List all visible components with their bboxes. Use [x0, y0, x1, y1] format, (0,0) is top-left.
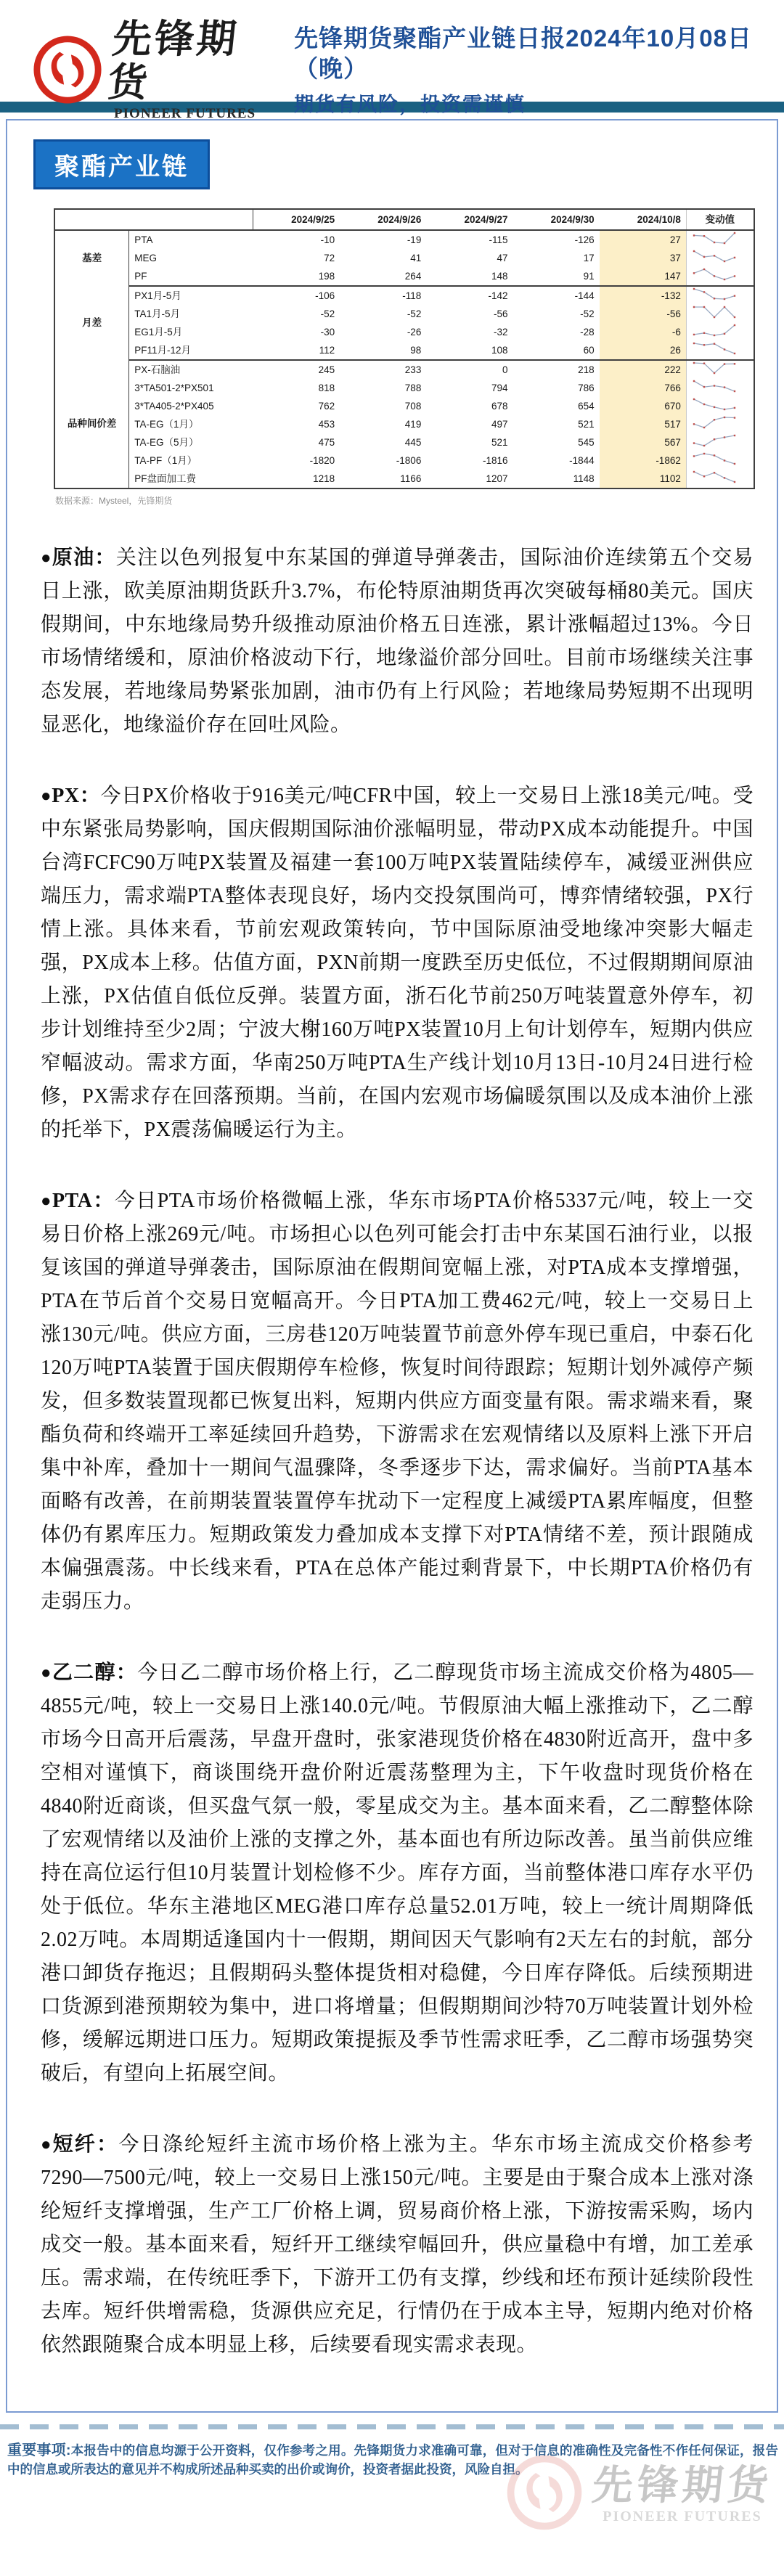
value-cell: 264: [340, 267, 426, 286]
value-cell: 0: [502, 364, 508, 375]
table-header-date: 2024/9/27: [426, 209, 513, 230]
table-row: [54, 323, 754, 341]
watermark-logo-icon: [505, 2453, 584, 2535]
value-cell: 98: [340, 341, 426, 360]
value-cell: -56: [493, 308, 508, 319]
table-row: [54, 433, 754, 451]
section-pta: [41, 1185, 754, 1619]
item-label-cell: MEG: [134, 252, 158, 263]
value-cell: 567: [600, 433, 687, 451]
value-cell: -30: [320, 326, 335, 338]
table-row: [54, 470, 754, 488]
item-label-cell: 3*TA501-2*PX501: [134, 382, 214, 393]
value-cell: 37: [600, 249, 687, 267]
value-cell: -26: [407, 326, 422, 338]
value-cell: -1820: [309, 454, 335, 466]
value-cell: -28: [580, 326, 595, 338]
section-bullet: ●: [41, 549, 52, 568]
trend-sparkline: [692, 379, 737, 393]
item-label-cell: TA-EG（5月）: [134, 436, 199, 448]
value-cell: 1207: [426, 470, 513, 488]
pioneer-logo: [32, 17, 259, 122]
sparkline-cell: [686, 249, 754, 267]
value-cell: -1806: [396, 454, 422, 466]
value-cell: 72: [324, 252, 335, 263]
section-crude-oil: [41, 541, 754, 742]
item-label-cell: PF11月-12月: [129, 341, 253, 360]
value-cell: 112: [253, 341, 340, 360]
value-cell: -52: [580, 308, 595, 319]
table-row: [54, 267, 754, 286]
sparkline-cell: [686, 415, 754, 433]
trend-sparkline: [692, 433, 737, 448]
trend-sparkline: [692, 451, 737, 466]
value-cell: 670: [600, 397, 687, 415]
value-cell: 766: [600, 379, 687, 397]
value-cell: 1102: [600, 470, 687, 488]
table-header-change: 变动值: [686, 209, 754, 230]
trend-sparkline: [692, 323, 737, 338]
report-body-box: [6, 119, 778, 2413]
title-block: [294, 17, 784, 117]
value-cell: 794: [491, 382, 508, 393]
price-table: [54, 208, 755, 489]
value-cell: -118: [402, 290, 422, 301]
value-cell: 497: [491, 418, 508, 430]
price-table-wrap: [54, 208, 755, 507]
logo-cn-text: 先锋期货: [105, 17, 242, 105]
value-cell: 147: [600, 267, 687, 286]
value-cell: 17: [583, 252, 595, 263]
value-cell: 91: [513, 267, 600, 286]
section-text: 今日乙二醇市场价格上行，乙二醇现货市场主流成交价格为4805—4855元/吨，较上一交易日上涨140.0元/吨。节假原油大幅上涨推动下，乙二醇市场今日高开后震荡，早盘开盘时，张家港现货价格在4830附近高开，盘中多空相对谨慎下，商谈围绕开盘价附近震荡整理为主，下午收盘时现货价格在4840附近商谈，但买盘气氛一般，零星成交为主。基本面来看，乙二醇整体除了宏观情绪以及油价上涨的支撑之外，基本面也有所边际改善。虽当前供应维持在高位运行但10月装置计划检修不少。库存方面，当前整体港口库存水平仍处于低位。华东主港地区MEG港口库存总量52.01万吨，较上一统计周期降低2.02万吨。本周期适逢国内十一假期，期间因天气影响有2天左右的封航，部分港口卸货存拖迟；且假期码头整体提货相对稳健，今日库存降低。后续预期进口货源到港预期较为集中，进口将增量；但假期期间沙特70万吨装置计划外检修，缓解远期进口压力。短期政策提振及季节性需求旺季，乙二醇市场强势突破后，有望向上拓展空间。: [41, 1661, 754, 2085]
value-cell: -1862: [600, 451, 687, 470]
sparkline-cell: [686, 433, 754, 451]
value-cell: 41: [410, 252, 422, 263]
table-header-date: 2024/9/25: [253, 209, 340, 230]
value-cell: 445: [404, 436, 422, 448]
value-cell: 818: [318, 382, 335, 393]
section-label: 短纤：: [52, 2133, 119, 2156]
table-row: [54, 451, 754, 470]
item-label-cell: PX-石脑油: [134, 364, 181, 375]
table-row: [54, 286, 754, 305]
value-cell: -52: [320, 308, 335, 319]
value-cell: 678: [491, 400, 508, 412]
value-cell: 1218: [253, 470, 340, 488]
value-cell: -126: [574, 234, 595, 245]
section-bullet: ●: [41, 1192, 52, 1211]
value-cell: 218: [578, 364, 595, 375]
table-row: [54, 249, 754, 267]
section-px: [41, 780, 754, 1147]
value-cell: 60: [513, 341, 600, 360]
value-cell: 47: [497, 252, 508, 263]
section-text: 今日PTA市场价格微幅上涨，华东市场PTA价格5337元/吨，较上一交易日价格上涨269元/吨。市场担心以色列可能会打击中东某国石油行业，以报复该国的弹道导弹袭击，国际原油在假期间宽幅上涨，对PTA成本支撑增强，PTA在节后首个交易日宽幅高开。今日PTA加工费462元/吨，较上一交易日上涨130元/吨。供应方面，三房巷120万吨装置节前意外停车现已重启，中泰石化120万吨PTA装置于国庆假期停车检修，恢复时间待跟踪；短期计划外减停产频发，但多数装置现都已恢复出料，短期内供应方面变量有限。需求端来看，聚酯负荷和终端开工率延续回升趋势，下游需求在宏观情绪以及原料上涨下开启集中补库，叠加十一期间气温骤降，冬季逐步下达，需求偏好。当前PTA基本面略有改善，在前期装置装置停车扰动下一定程度上减缓PTA累库幅度，但整体仍有累库压力。短期政策发力叠加成本支撑下对PTA情绪不差，预计跟随成本偏强震荡。中长线来看，PTA在总体产能过剩背景下，中长期PTA价格仍有走弱压力。: [41, 1190, 754, 1613]
value-cell: -1844: [569, 454, 595, 466]
value-cell: 762: [318, 400, 335, 412]
section-label: 乙二醇：: [52, 1661, 138, 1684]
section-label: 原油：: [52, 547, 116, 569]
table-header-date-latest: 2024/10/8: [600, 209, 687, 230]
value-cell: -56: [600, 305, 687, 323]
table-corner-cell: [54, 209, 253, 230]
value-cell: 26: [600, 341, 687, 360]
trend-sparkline: [692, 231, 737, 245]
item-label-cell: TA-EG（1月）: [134, 418, 199, 430]
value-cell: 1166: [340, 470, 426, 488]
group-label-cell: 品种间价差: [54, 360, 129, 488]
table-row: [54, 341, 754, 360]
value-cell: 233: [404, 364, 422, 375]
value-cell: -32: [493, 326, 508, 338]
value-cell: 654: [578, 400, 595, 412]
section-bullet: ●: [41, 787, 52, 806]
value-cell: 708: [404, 400, 422, 412]
sparkline-cell: [686, 230, 754, 249]
value-cell: -19: [407, 234, 422, 245]
table-row: [54, 415, 754, 433]
trend-sparkline: [692, 341, 737, 356]
section-text: 今日涤纶短纤主流市场价格上涨为主。华东市场主流成交价格参考7290—7500元/吨，较上一交易日上涨150元/吨。主要是由于聚合成本上涨对涤纶短纤支撑增强，生产工厂价格上调，贸易商价格上涨，下游按需采购，场内成交一般。基本面来看，短纤开工继续窄幅回升，供应量稳中有增，加工差承压。需求端，在传统旺季下，下游开工仍有支撑，纱线和坯布预计延续阶段性去库。短纤供增需稳，货源供应充足，行情仍在于成本主导，短期内绝对价格依然跟随聚合成本明显上移，后续要看现实需求表现。: [41, 2133, 754, 2356]
value-cell: 521: [491, 436, 508, 448]
sparkline-cell: [686, 379, 754, 397]
value-cell: 419: [404, 418, 422, 430]
value-cell: 786: [578, 382, 595, 393]
table-row: [54, 379, 754, 397]
trend-sparkline: [692, 470, 737, 484]
value-cell: -6: [600, 323, 687, 341]
item-label-cell: PF盘面加工费: [129, 470, 253, 488]
value-cell: 108: [426, 341, 513, 360]
sparkline-cell: [686, 397, 754, 415]
disclaimer-label: 重要事项:: [7, 2442, 71, 2458]
value-cell: 148: [426, 267, 513, 286]
report-title: 先锋期货聚酯产业链日报2024年10月08日（晚）: [294, 25, 752, 82]
group-label-cell: 月差: [54, 286, 129, 360]
value-cell: -144: [574, 290, 595, 301]
section-meg: [41, 1656, 754, 2090]
trend-sparkline: [692, 267, 737, 282]
value-cell: 198: [253, 267, 340, 286]
value-cell: 1148: [513, 470, 600, 488]
watermark-en-text: PIONEER FUTURES: [603, 2508, 762, 2524]
section-staple-fiber: [41, 2128, 754, 2362]
table-header-date: 2024/9/26: [340, 209, 426, 230]
table-row: [54, 230, 754, 249]
section-bullet: ●: [41, 2135, 53, 2154]
value-cell: 545: [578, 436, 595, 448]
trend-sparkline: [692, 249, 737, 263]
item-label-cell: PTA: [134, 234, 153, 245]
value-cell: 521: [578, 418, 595, 430]
sparkline-cell: [686, 360, 754, 379]
logo-en-text: PIONEER FUTURES: [114, 106, 256, 121]
risk-warning: 期货有风险，投资需谨慎: [294, 94, 526, 115]
section-text: 今日PX价格收于916美元/吨CFR中国，较上一交易日上涨18美元/吨。受中东紧张局势影响，国庆假期国际油价涨幅明显，带动PX成本动能提升。中国台湾FCFC90万吨PX装置及福建一套100万吨PX装置陆续停车，减缓亚洲供应端压力，需求端PTA整体表现良好，场内交投氛围尚可，博弈情绪较强，PX行情上涨。具体来看，节前宏观政策转向，节中国际原油受地缘冲突影大幅走强，PX成本上移。估值方面，PXN前期一度跌至历史低位，不过假期期间原油上涨，PX估值自低位反弹。装置方面，浙石化节前250万吨装置意外停车，初步计划维持至少2周；宁波大榭160万吨PX装置10月上旬计划停车，短期内供应窄幅波动。需求方面，华南250万吨PTA生产线计划10月13日-10月24日进行检修，PX需求存在回落预期。当前，在国内宏观市场偏暖氛围以及成本油价上涨的托举下，PX震荡偏暖运行为主。: [41, 785, 754, 1141]
sparkline-cell: [686, 341, 754, 360]
table-row: [54, 397, 754, 415]
watermark-cn-text: 先锋期货: [589, 2463, 775, 2508]
value-cell: 475: [318, 436, 335, 448]
value-cell: 222: [600, 360, 687, 379]
value-cell: -132: [600, 286, 687, 305]
sparkline-cell: [686, 470, 754, 488]
table-header-date: 2024/9/30: [513, 209, 600, 230]
logo-text: [105, 17, 259, 122]
data-source-note: 数据来源：Mysteel，先锋期货: [55, 496, 173, 506]
value-cell: 245: [318, 364, 335, 375]
value-cell: -115: [489, 234, 508, 245]
value-cell: 788: [404, 382, 422, 393]
watermark-text: [589, 2463, 775, 2525]
item-label-cell: TA1月-5月: [134, 308, 181, 319]
sparkline-cell: [686, 323, 754, 341]
sparkline-cell: [686, 305, 754, 323]
disclaimer-text: 本报告中的信息均源于公开资料，仅作参考之用。先锋期货力求准确可靠，但对于信息的准确性及完备性不作任何保证，报告中的信息或所表达的意见并不构成所述品种买卖的出价或询价，投资者据此投资，风险自担。: [7, 2443, 778, 2477]
sparkline-cell: [686, 286, 754, 305]
item-label-cell: 3*TA405-2*PX405: [134, 400, 214, 412]
value-cell: -10: [320, 234, 335, 245]
section-bullet: ●: [41, 1664, 52, 1682]
footer-dashed-divider: [0, 2424, 784, 2429]
value-cell: -1816: [482, 454, 508, 466]
section-text: 关注以色列报复中东某国的弹道导弹袭击，国际油价连续第五个交易日上涨，欧美原油期货跃升3.7%，布伦特原油期货再次突破每桶80美元。国庆假期间，中东地缘局势升级推动原油价格五日连涨，累计涨幅超过13%。今日市场情绪缓和，原油价格波动下行，地缘溢价部分回吐。目前市场继续关注事态发展，若地缘局势紧张加剧，油市仍有上行风险；若地缘局势短期不出现明显恶化，地缘溢价存在回吐风险。: [41, 547, 754, 736]
table-row: [54, 360, 754, 379]
section-label: PX：: [52, 785, 101, 807]
report-sections: [29, 541, 755, 2362]
item-label-cell: TA-PF（1月）: [134, 454, 197, 466]
value-cell: -106: [315, 290, 335, 301]
item-label-cell: PF: [129, 267, 253, 286]
group-label-cell: 基差: [54, 230, 129, 286]
trend-sparkline: [692, 361, 737, 375]
value-cell: -142: [488, 290, 508, 301]
section-label: PTA：: [52, 1190, 115, 1212]
section-badge: 聚酯产业链: [33, 139, 210, 189]
trend-sparkline: [692, 305, 737, 319]
item-label-cell: PX1月-5月: [134, 290, 181, 301]
watermark: [505, 2453, 775, 2535]
page-header: [0, 0, 784, 121]
table-row: [54, 305, 754, 323]
trend-sparkline: [692, 397, 737, 412]
trend-sparkline: [692, 287, 737, 301]
value-cell: -52: [407, 308, 422, 319]
sparkline-cell: [686, 451, 754, 470]
value-cell: 517: [600, 415, 687, 433]
item-label-cell: EG1月-5月: [134, 326, 183, 338]
value-cell: 453: [318, 418, 335, 430]
trend-sparkline: [692, 415, 737, 430]
pioneer-logo-icon: [32, 34, 103, 105]
sparkline-cell: [686, 267, 754, 286]
value-cell: 27: [600, 230, 687, 249]
